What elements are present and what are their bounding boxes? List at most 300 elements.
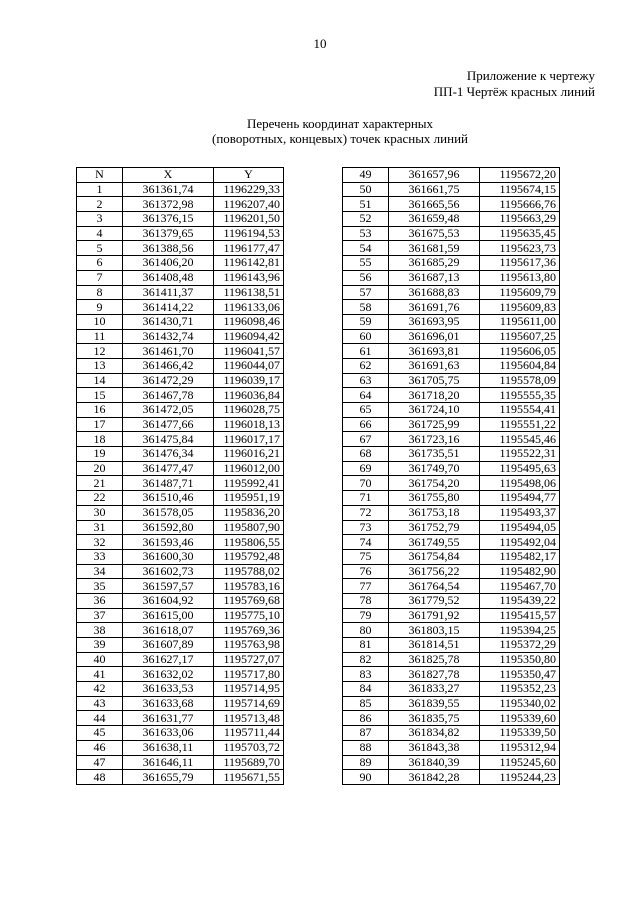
point-number-cell: 35 [77,579,123,594]
point-number-cell: 82 [343,652,389,667]
y-coordinate-cell: 1195763,98 [214,638,284,653]
table-row [77,461,284,476]
table-row [77,314,284,329]
table-row [77,344,284,359]
x-coordinate-cell: 361477,66 [123,417,214,432]
table-body-left [77,182,284,784]
point-number-cell: 78 [343,593,389,608]
table-row [77,270,284,285]
x-coordinate-cell: 361597,57 [123,579,214,594]
point-number-cell: 89 [343,755,389,770]
y-coordinate-cell: 1195467,70 [480,579,560,594]
point-number-cell: 45 [77,726,123,741]
table-row [77,447,284,462]
x-coordinate-cell: 361604,92 [123,593,214,608]
y-coordinate-cell: 1195727,07 [214,652,284,667]
y-coordinate-cell: 1195714,95 [214,682,284,697]
x-coordinate-cell: 361475,84 [123,432,214,447]
point-number-cell: 9 [77,300,123,315]
y-coordinate-cell: 1195482,90 [480,564,560,579]
y-coordinate-cell: 1195613,80 [480,270,560,285]
table-row [77,373,284,388]
point-number-cell: 48 [77,770,123,785]
y-coordinate-cell: 1195350,47 [480,667,560,682]
y-coordinate-cell: 1196044,07 [214,358,284,373]
table-row [77,770,284,785]
table-row [343,740,560,755]
point-number-cell: 64 [343,388,389,403]
y-coordinate-cell: 1195339,50 [480,726,560,741]
y-coordinate-cell: 1195604,84 [480,358,560,373]
table-row [343,667,560,682]
point-number-cell: 73 [343,520,389,535]
table-row [343,256,560,271]
table-row [343,344,560,359]
point-number-cell: 17 [77,417,123,432]
table-row [343,491,560,506]
x-coordinate-cell: 361685,29 [389,256,480,271]
table-row [77,623,284,638]
x-coordinate-cell: 361467,78 [123,388,214,403]
point-number-cell: 1 [77,182,123,197]
point-number-cell: 68 [343,447,389,462]
point-number-cell: 13 [77,358,123,373]
table-row [77,226,284,241]
y-coordinate-cell: 1195611,00 [480,314,560,329]
point-number-cell: 85 [343,696,389,711]
x-coordinate-cell: 361379,65 [123,226,214,241]
table-row [343,755,560,770]
point-number-cell: 79 [343,608,389,623]
table-row [77,182,284,197]
table-row [77,593,284,608]
coordinates-table-right [342,167,560,785]
x-coordinate-cell: 361718,20 [389,388,480,403]
table-row [77,667,284,682]
point-number-cell: 21 [77,476,123,491]
table-row [77,212,284,227]
y-coordinate-cell: 1196036,84 [214,388,284,403]
x-coordinate-cell: 361487,71 [123,476,214,491]
point-number-cell: 84 [343,682,389,697]
x-coordinate-cell: 361633,68 [123,696,214,711]
point-number-cell: 31 [77,520,123,535]
point-number-cell: 71 [343,491,389,506]
y-coordinate-cell: 1195498,06 [480,476,560,491]
y-coordinate-cell: 1195545,46 [480,432,560,447]
table-row [77,256,284,271]
point-number-cell: 38 [77,623,123,638]
point-number-cell: 5 [77,241,123,256]
point-number-cell: 60 [343,329,389,344]
point-number-cell: 81 [343,638,389,653]
point-number-cell: 40 [77,652,123,667]
y-coordinate-cell: 1195609,79 [480,285,560,300]
x-coordinate-cell: 361834,82 [389,726,480,741]
y-coordinate-cell: 1195340,02 [480,696,560,711]
table-row [77,358,284,373]
table-row [343,241,560,256]
y-coordinate-cell: 1196012,00 [214,461,284,476]
y-coordinate-cell: 1195666,76 [480,197,560,212]
table-row [77,726,284,741]
x-coordinate-cell: 361388,56 [123,241,214,256]
header-x: X [123,168,214,183]
header-y: Y [214,168,284,183]
x-coordinate-cell: 361510,46 [123,491,214,506]
point-number-cell: 46 [77,740,123,755]
x-coordinate-cell: 361842,28 [389,770,480,785]
table-row [77,491,284,506]
point-number-cell: 43 [77,696,123,711]
y-coordinate-cell: 1195717,80 [214,667,284,682]
y-coordinate-cell: 1195671,55 [214,770,284,785]
point-number-cell: 66 [343,417,389,432]
x-coordinate-cell: 361833,27 [389,682,480,697]
point-number-cell: 69 [343,461,389,476]
y-coordinate-cell: 1195578,09 [480,373,560,388]
point-number-cell: 56 [343,270,389,285]
table-row [77,652,284,667]
x-coordinate-cell: 361655,79 [123,770,214,785]
y-coordinate-cell: 1195672,20 [480,168,560,183]
x-coordinate-cell: 361687,13 [389,270,480,285]
x-coordinate-cell: 361477,47 [123,461,214,476]
x-coordinate-cell: 361688,83 [389,285,480,300]
table-row [77,564,284,579]
y-coordinate-cell: 1195495,63 [480,461,560,476]
x-coordinate-cell: 361408,48 [123,270,214,285]
point-number-cell: 70 [343,476,389,491]
point-number-cell: 7 [77,270,123,285]
x-coordinate-cell: 361607,89 [123,638,214,653]
x-coordinate-cell: 361693,95 [389,314,480,329]
point-number-cell: 53 [343,226,389,241]
point-number-cell: 76 [343,564,389,579]
x-coordinate-cell: 361657,96 [389,168,480,183]
y-coordinate-cell: 1196143,96 [214,270,284,285]
point-number-cell: 58 [343,300,389,315]
x-coordinate-cell: 361723,16 [389,432,480,447]
x-coordinate-cell: 361803,15 [389,623,480,638]
x-coordinate-cell: 361372,98 [123,197,214,212]
y-coordinate-cell: 1195493,37 [480,505,560,520]
table-row [343,476,560,491]
x-coordinate-cell: 361696,01 [389,329,480,344]
table-row [77,682,284,697]
y-coordinate-cell: 1195689,70 [214,755,284,770]
table-row [77,285,284,300]
x-coordinate-cell: 361466,42 [123,358,214,373]
table-row [77,520,284,535]
table-row [77,711,284,726]
x-coordinate-cell: 361691,63 [389,358,480,373]
y-coordinate-cell: 1195492,04 [480,535,560,550]
x-coordinate-cell: 361705,75 [389,373,480,388]
y-coordinate-cell: 1195394,25 [480,623,560,638]
table-row [343,608,560,623]
y-coordinate-cell: 1196133,06 [214,300,284,315]
table-row [343,403,560,418]
x-coordinate-cell: 361618,07 [123,623,214,638]
table-row [343,182,560,197]
table-body-right [343,168,560,785]
y-coordinate-cell: 1195806,55 [214,535,284,550]
appendix-note [434,68,595,100]
y-coordinate-cell: 1195415,57 [480,608,560,623]
x-coordinate-cell: 361693,81 [389,344,480,359]
table-row [343,388,560,403]
x-coordinate-cell: 361840,39 [389,755,480,770]
x-coordinate-cell: 361756,22 [389,564,480,579]
point-number-cell: 14 [77,373,123,388]
y-coordinate-cell: 1195244,23 [480,770,560,785]
y-coordinate-cell: 1195482,17 [480,549,560,564]
table-row [77,755,284,770]
x-coordinate-cell: 361633,53 [123,682,214,697]
y-coordinate-cell: 1196194,53 [214,226,284,241]
y-coordinate-cell: 1195663,29 [480,212,560,227]
y-coordinate-cell: 1195788,02 [214,564,284,579]
x-coordinate-cell: 361835,75 [389,711,480,726]
y-coordinate-cell: 1195836,20 [214,505,284,520]
y-coordinate-cell: 1196017,17 [214,432,284,447]
table-row [343,623,560,638]
y-coordinate-cell: 1195992,41 [214,476,284,491]
table-row [77,329,284,344]
y-coordinate-cell: 1196039,17 [214,373,284,388]
point-number-cell: 86 [343,711,389,726]
point-number-cell: 10 [77,314,123,329]
point-number-cell: 67 [343,432,389,447]
y-coordinate-cell: 1195769,68 [214,593,284,608]
point-number-cell: 57 [343,285,389,300]
x-coordinate-cell: 361753,18 [389,505,480,520]
table-row [77,549,284,564]
point-number-cell: 47 [77,755,123,770]
point-number-cell: 72 [343,505,389,520]
table-row [77,579,284,594]
point-number-cell: 80 [343,623,389,638]
table-header-row [77,168,284,183]
table-row [343,432,560,447]
table-row [343,520,560,535]
x-coordinate-cell: 361472,05 [123,403,214,418]
y-coordinate-cell: 1195703,72 [214,740,284,755]
point-number-cell: 50 [343,182,389,197]
x-coordinate-cell: 361791,92 [389,608,480,623]
table-row [343,579,560,594]
point-number-cell: 75 [343,549,389,564]
table-row [343,168,560,183]
header-n: N [77,168,123,183]
x-coordinate-cell: 361632,02 [123,667,214,682]
point-number-cell: 6 [77,256,123,271]
point-number-cell: 49 [343,168,389,183]
x-coordinate-cell: 361825,78 [389,652,480,667]
point-number-cell: 4 [77,226,123,241]
document-title-line-1: Перечень координат характерных [246,116,434,131]
table-row [343,447,560,462]
point-number-cell: 30 [77,505,123,520]
table-row [343,638,560,653]
y-coordinate-cell: 1196028,75 [214,403,284,418]
table-row [343,373,560,388]
point-number-cell: 20 [77,461,123,476]
y-coordinate-cell: 1196098,46 [214,314,284,329]
y-coordinate-cell: 1195350,80 [480,652,560,667]
y-coordinate-cell: 1195617,36 [480,256,560,271]
x-coordinate-cell: 361638,11 [123,740,214,755]
x-coordinate-cell: 361592,80 [123,520,214,535]
x-coordinate-cell: 361779,52 [389,593,480,608]
point-number-cell: 51 [343,197,389,212]
x-coordinate-cell: 361631,77 [123,711,214,726]
y-coordinate-cell: 1196201,50 [214,212,284,227]
table-row [77,432,284,447]
y-coordinate-cell: 1196016,21 [214,447,284,462]
y-coordinate-cell: 1195372,29 [480,638,560,653]
table-row [77,505,284,520]
x-coordinate-cell: 361593,46 [123,535,214,550]
x-coordinate-cell: 361752,79 [389,520,480,535]
point-number-cell: 59 [343,314,389,329]
x-coordinate-cell: 361627,17 [123,652,214,667]
y-coordinate-cell: 1195807,90 [214,520,284,535]
point-number-cell: 37 [77,608,123,623]
point-number-cell: 15 [77,388,123,403]
y-coordinate-cell: 1195792,48 [214,549,284,564]
point-number-cell: 16 [77,403,123,418]
x-coordinate-cell: 361749,70 [389,461,480,476]
appendix-line-2: ПП-1 Чертёж красных линий [433,84,595,99]
point-number-cell: 61 [343,344,389,359]
y-coordinate-cell: 1196142,81 [214,256,284,271]
point-number-cell: 12 [77,344,123,359]
table-row [77,696,284,711]
x-coordinate-cell: 361725,99 [389,417,480,432]
y-coordinate-cell: 1195339,60 [480,711,560,726]
y-coordinate-cell: 1195623,73 [480,241,560,256]
table-row [343,652,560,667]
x-coordinate-cell: 361735,51 [389,447,480,462]
y-coordinate-cell: 1195775,10 [214,608,284,623]
document-title-line-2: (поворотных, концевых) точек красных линий [212,131,468,146]
table-row [343,300,560,315]
point-number-cell: 52 [343,212,389,227]
point-number-cell: 33 [77,549,123,564]
y-coordinate-cell: 1195494,77 [480,491,560,506]
point-number-cell: 41 [77,667,123,682]
y-coordinate-cell: 1195783,16 [214,579,284,594]
y-coordinate-cell: 1195769,36 [214,623,284,638]
point-number-cell: 22 [77,491,123,506]
coordinates-table-left [76,167,284,785]
point-number-cell: 2 [77,197,123,212]
x-coordinate-cell: 361461,70 [123,344,214,359]
table-row [343,682,560,697]
point-number-cell: 19 [77,447,123,462]
y-coordinate-cell: 1196177,47 [214,241,284,256]
x-coordinate-cell: 361472,29 [123,373,214,388]
y-coordinate-cell: 1195606,05 [480,344,560,359]
table-row [343,270,560,285]
x-coordinate-cell: 361476,34 [123,447,214,462]
point-number-cell: 87 [343,726,389,741]
y-coordinate-cell: 1195711,44 [214,726,284,741]
point-number-cell: 54 [343,241,389,256]
table-row [77,535,284,550]
table-row [343,329,560,344]
table-row [77,403,284,418]
y-coordinate-cell: 1195609,83 [480,300,560,315]
table-row [77,476,284,491]
y-coordinate-cell: 1196138,51 [214,285,284,300]
x-coordinate-cell: 361691,76 [389,300,480,315]
table-row [343,212,560,227]
table-row [343,285,560,300]
y-coordinate-cell: 1195522,31 [480,447,560,462]
table-row [343,358,560,373]
point-number-cell: 55 [343,256,389,271]
point-number-cell: 11 [77,329,123,344]
table-row [343,696,560,711]
x-coordinate-cell: 361754,84 [389,549,480,564]
table-row [343,461,560,476]
table-row [343,770,560,785]
y-coordinate-cell: 1195951,19 [214,491,284,506]
table-row [343,711,560,726]
point-number-cell: 42 [77,682,123,697]
table-row [77,417,284,432]
point-number-cell: 90 [343,770,389,785]
y-coordinate-cell: 1195439,22 [480,593,560,608]
y-coordinate-cell: 1195551,22 [480,417,560,432]
x-coordinate-cell: 361659,48 [389,212,480,227]
table-row [77,388,284,403]
y-coordinate-cell: 1195635,45 [480,226,560,241]
table-row [343,417,560,432]
table-row [343,226,560,241]
point-number-cell: 88 [343,740,389,755]
x-coordinate-cell: 361681,59 [389,241,480,256]
y-coordinate-cell: 1196018,13 [214,417,284,432]
table-row [77,740,284,755]
point-number-cell: 74 [343,535,389,550]
y-coordinate-cell: 1195714,69 [214,696,284,711]
x-coordinate-cell: 361764,54 [389,579,480,594]
table-row [343,564,560,579]
table-row [77,608,284,623]
x-coordinate-cell: 361633,06 [123,726,214,741]
page-number: 10 [313,36,327,51]
y-coordinate-cell: 1195494,05 [480,520,560,535]
point-number-cell: 44 [77,711,123,726]
table-row [343,505,560,520]
point-number-cell: 34 [77,564,123,579]
x-coordinate-cell: 361411,37 [123,285,214,300]
x-coordinate-cell: 361839,55 [389,696,480,711]
table-row [77,638,284,653]
table-row [343,197,560,212]
point-number-cell: 3 [77,212,123,227]
y-coordinate-cell: 1196229,33 [214,182,284,197]
table-row [343,726,560,741]
x-coordinate-cell: 361361,74 [123,182,214,197]
x-coordinate-cell: 361665,56 [389,197,480,212]
x-coordinate-cell: 361430,71 [123,314,214,329]
point-number-cell: 65 [343,403,389,418]
